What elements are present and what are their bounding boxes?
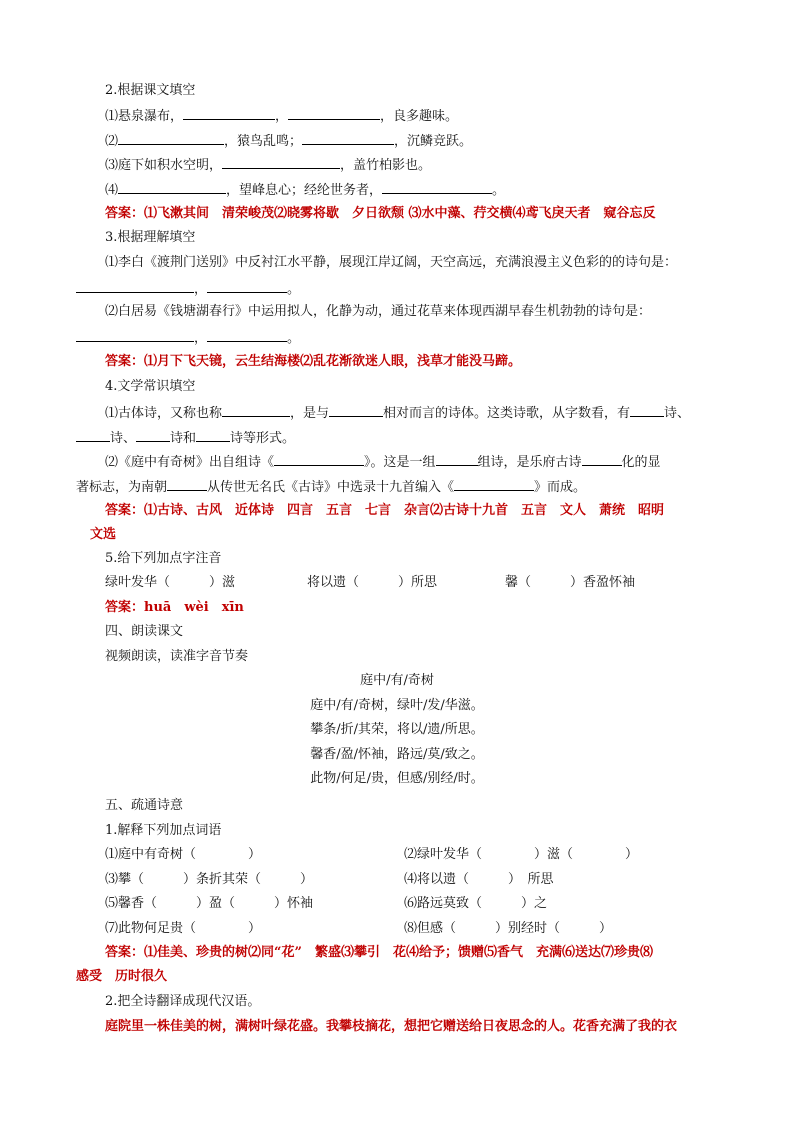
word-item: ⑹路远莫致（ ）之 [404, 896, 548, 911]
section-title: 四、朗读课文 [105, 624, 184, 639]
fill-blank-line: ， 。 [76, 279, 300, 298]
poem-line: 攀条/折/其荣，将以/遗/所思。 [310, 722, 484, 737]
pinyin-item: 将以遗（ ）所思 [307, 575, 438, 590]
answer-text: 答案：⑴飞漱其间 清荣峻茂⑵晓雾将歇 夕日欲颓 ⑶水中藻、荇交横⑷鸢飞戾天者 窥谷忘反 [105, 206, 656, 221]
section-title: 五、疏通诗意 [105, 798, 184, 813]
question-text: 著标志，为南朝 从传世无名氏《古诗》中选录十九首编入《 》而成。 [76, 477, 586, 496]
poem-line: 此物/何足/贵，但感/别经/时。 [310, 771, 484, 786]
answer-text: 答案：⑴佳美、珍贵的树⑵同“花” 繁盛⑶攀引 花⑷给予；馈赠⑸香气 充满⑹送达⑺珍贵⑻ [105, 945, 653, 960]
question-title: 1.解释下列加点词语 [105, 823, 222, 838]
word-item: ⑴庭中有奇树（ ） [105, 847, 262, 862]
word-item: ⑵绿叶发华（ ）滋（ ） [404, 847, 639, 862]
answer-text: 答案：⑴月下飞天镜，云生结海楼⑵乱花渐欲迷人眼，浅草才能没马蹄。 [105, 354, 522, 369]
word-item: ⑺此物何足贵（ ） [105, 921, 262, 936]
answer-text: 文选 [90, 527, 117, 542]
fill-question-3: ⑶庭下如积水空明， ，盖竹柏影也。 [105, 155, 431, 174]
answer-text: 感受 历时很久 [76, 969, 168, 984]
fill-question-2: ⑵ ，猿鸟乱鸣； ，沉鳞竞跃。 [105, 131, 472, 150]
pinyin-item: 馨（ ）香盈怀袖 [505, 575, 636, 590]
fill-question-1: ⑴悬泉瀑布， ， ，良多趣味。 [105, 106, 458, 125]
question-text: ⑵《庭中有奇树》出自组诗《 》。这是一组 组诗，是乐府古诗 化的显 [105, 452, 661, 471]
poem-line: 馨香/盈/怀袖，路远/莫/致之。 [310, 747, 484, 762]
question-text: ⑴古体诗，又称也称 ，是与 相对而言的诗体。这类诗歌，从字数看，有 诗、 [105, 403, 690, 422]
question-text: ⑵白居易《钱塘湖春行》中运用拟人，化静为动，通过花草来体现西湖早春生机勃勃的诗句是： [105, 304, 652, 319]
answer-text: 庭院里一株佳美的树，满树叶绿花盛。我攀枝摘花，想把它赠送给日夜思念的人。花香充满了我的衣 [105, 1019, 678, 1034]
fill-question-4: ⑷ ，望峰息心；经纶世务者， 。 [105, 180, 505, 199]
fill-blank-line: ， 。 [76, 328, 300, 347]
question-text: 诗、 诗和 诗等形式。 [76, 428, 295, 447]
question-title: 2.把全诗翻译成现代汉语。 [105, 994, 261, 1009]
poem-line: 庭中/有/奇树，绿叶/发/华滋。 [310, 698, 484, 713]
word-item: ⑷将以遗（ ） 所思 [404, 872, 554, 887]
section-title: 3.根据理解填空 [105, 230, 196, 245]
section-title: 5.给下列加点字注音 [105, 551, 222, 566]
pinyin-item: 绿叶发华（ ）滋 [105, 575, 236, 590]
section-title: 2.根据课文填空 [105, 83, 196, 98]
word-item: ⑶攀（ ）条折其荣（ ） [105, 872, 314, 887]
answer-text: 答案：huā wèi xīn [105, 600, 244, 615]
poem-title: 庭中/有/奇树 [360, 673, 434, 688]
word-item: ⑻但感（ ）别经时（ ） [404, 921, 613, 936]
answer-text: 答案：⑴古诗、古风 近体诗 四言 五言 七言 杂言⑵古诗十九首 五言 文人 萧统 昭明 [105, 503, 665, 518]
section-title: 4.文学常识填空 [105, 379, 196, 394]
instruction-text: 视频朗读，读准字音节奏 [105, 649, 249, 664]
word-item: ⑸馨香（ ）盈（ ）怀袖 [105, 896, 314, 911]
question-text: ⑴李白《渡荆门送别》中反衬江水平静，展现江岸辽阔，天空高远，充满浪漫主义色彩的的诗句是： [105, 255, 678, 270]
